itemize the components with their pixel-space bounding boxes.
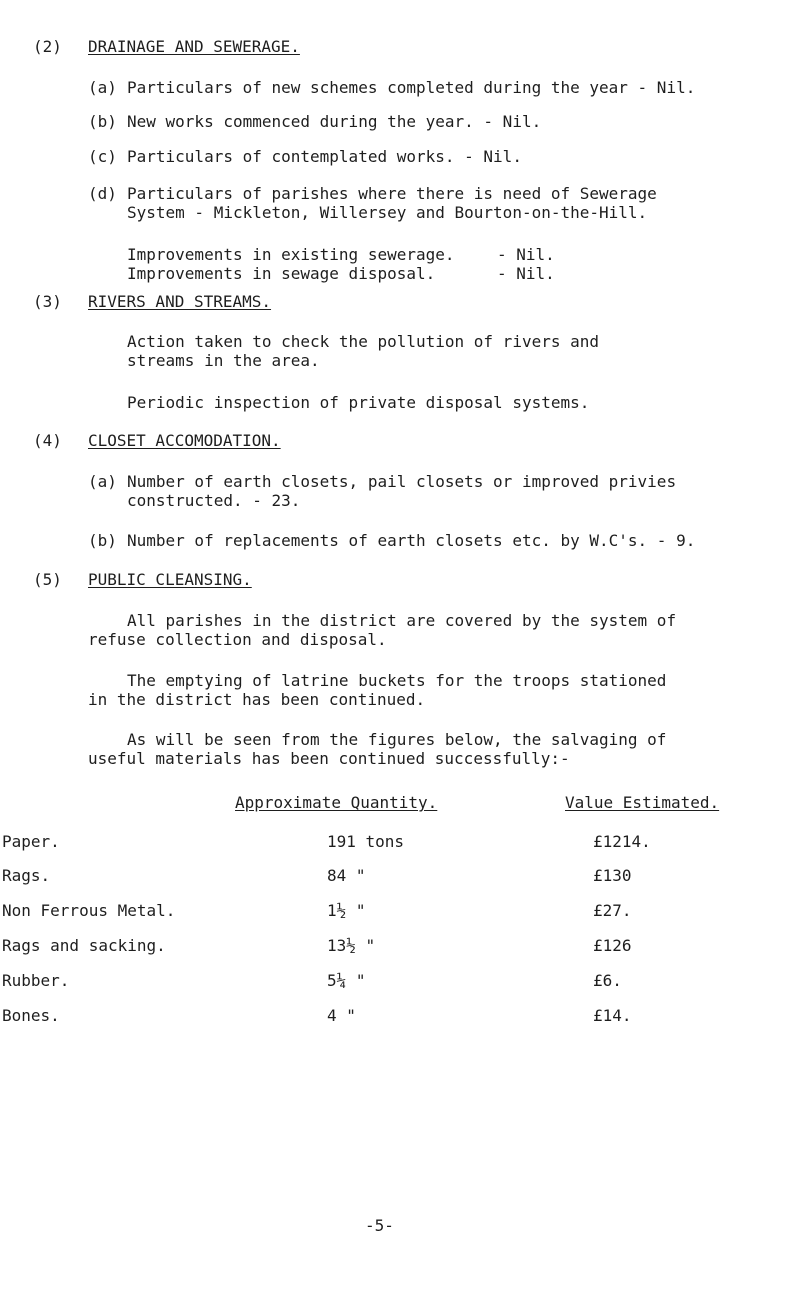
value-cell: £27.	[593, 901, 632, 920]
improvement-label: Improvements in sewage disposal.	[127, 264, 436, 283]
item-text: New works commenced during the year. - Nil.	[127, 112, 542, 131]
item-label: (c)	[88, 147, 117, 166]
item-label: (b)	[88, 531, 117, 550]
paragraph-line: in the district has been continued.	[88, 690, 426, 709]
item-label: (b)	[88, 112, 117, 131]
material-cell: Non Ferrous Metal.	[2, 901, 176, 920]
item-text: Number of earth closets, pail closets or improved privies	[127, 472, 677, 491]
item-label: (d)	[88, 184, 117, 203]
section-number: (4)	[33, 431, 62, 450]
section-heading: RIVERS AND STREAMS.	[88, 292, 272, 311]
paragraph-line: streams in the area.	[127, 351, 320, 370]
item-text: constructed. - 23.	[127, 491, 301, 510]
material-cell: Rags and sacking.	[2, 936, 166, 955]
paragraph-line: Periodic inspection of private disposal systems.	[127, 393, 590, 412]
value-cell: £130	[593, 866, 632, 885]
paragraph-line: As will be seen from the figures below, the salvaging of	[127, 730, 667, 749]
section-heading: CLOSET ACCOMODATION.	[88, 431, 281, 450]
quantity-cell: 1½ "	[327, 901, 366, 920]
value-header: Value Estimated.	[565, 793, 720, 812]
section-heading: PUBLIC CLEANSING.	[88, 570, 252, 589]
material-cell: Bones.	[2, 1006, 60, 1025]
paragraph-line: useful materials has been continued successfully:-	[88, 749, 570, 768]
quantity-cell: 5¼ "	[327, 971, 366, 990]
section-number: (3)	[33, 292, 62, 311]
paragraph-line: refuse collection and disposal.	[88, 630, 387, 649]
quantity-header: Approximate Quantity.	[235, 793, 438, 812]
item-text: System - Mickleton, Willersey and Bourton-on-the-Hill.	[127, 203, 648, 222]
section-number: (5)	[33, 570, 62, 589]
paragraph-line: The emptying of latrine buckets for the troops stationed	[127, 671, 667, 690]
material-cell: Rags.	[2, 866, 51, 885]
item-text: Particulars of parishes where there is need of Sewerage	[127, 184, 657, 203]
quantity-cell: 191 tons	[327, 832, 405, 851]
item-text: Particulars of contemplated works. - Nil.	[127, 147, 522, 166]
value-cell: £126	[593, 936, 632, 955]
item-label: (a)	[88, 472, 117, 491]
quantity-cell: 4 "	[327, 1006, 356, 1025]
quantity-cell: 84 "	[327, 866, 366, 885]
paragraph-line: Action taken to check the pollution of rivers and	[127, 332, 600, 351]
page-number: -5-	[365, 1216, 394, 1235]
material-cell: Rubber.	[2, 971, 70, 990]
improvement-label: Improvements in existing sewerage.	[127, 245, 455, 264]
section-number: (2)	[33, 37, 62, 56]
item-text: Number of replacements of earth closets etc. by W.C's. - 9.	[127, 531, 696, 550]
improvement-value: - Nil.	[497, 264, 555, 283]
material-cell: Paper.	[2, 832, 60, 851]
quantity-cell: 13½ "	[327, 936, 376, 955]
paragraph-line: All parishes in the district are covered by the system of	[127, 611, 677, 630]
value-cell: £6.	[593, 971, 622, 990]
section-heading: DRAINAGE AND SEWERAGE.	[88, 37, 300, 56]
value-cell: £14.	[593, 1006, 632, 1025]
item-label: (a)	[88, 78, 117, 97]
improvement-value: - Nil.	[497, 245, 555, 264]
item-text: Particulars of new schemes completed during the year - Nil.	[127, 78, 696, 97]
value-cell: £1214.	[593, 832, 651, 851]
